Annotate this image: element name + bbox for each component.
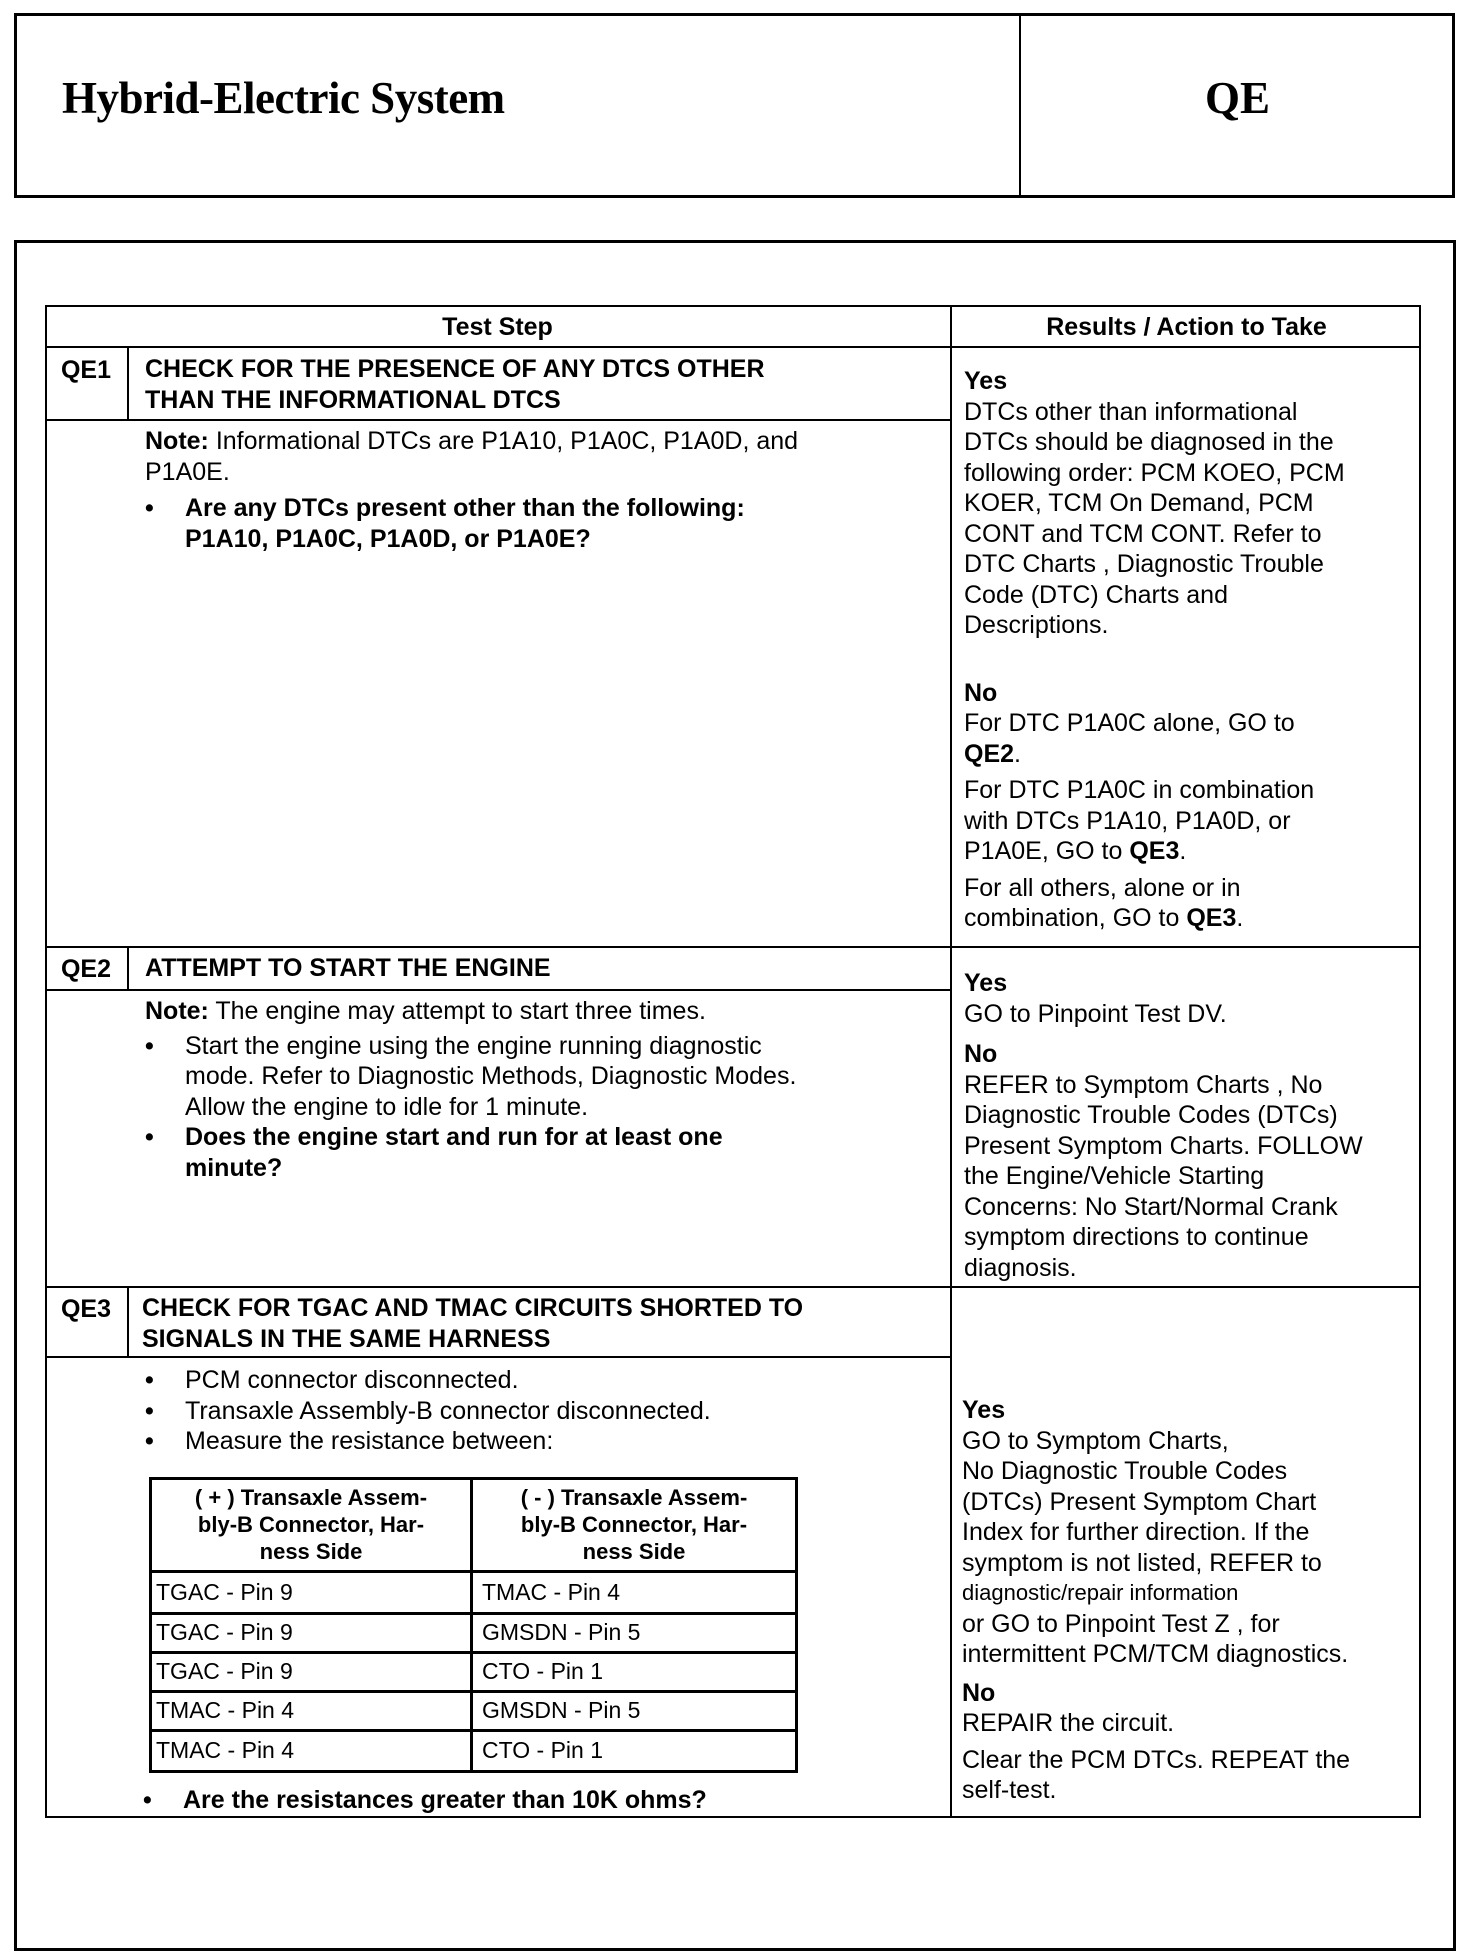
step-title-line: CHECK FOR TGAC AND TMAC CIRCUITS SHORTED TO [142, 1294, 804, 1322]
step-title-divider [45, 989, 951, 991]
result-line: Clear the PCM DTCs. REPEAT the [962, 1745, 1351, 1774]
step-title-line: CHECK FOR THE PRESENCE OF ANY DTCS OTHER [145, 355, 765, 383]
step-title-line: SIGNALS IN THE SAME HARNESS [142, 1324, 551, 1353]
result-line: No Diagnostic Trouble Codes [962, 1457, 1288, 1485]
result-line: Diagnostic Trouble Codes (DTCs) [964, 1101, 1338, 1129]
result-line: Index for further direction. If the [962, 1518, 1310, 1546]
question-qe3: • Are the resistances greater than 10K ohms? [143, 1785, 943, 1816]
result-text: combination, GO to [964, 904, 1187, 932]
result-line: symptom directions to continue [964, 1223, 1309, 1251]
goto-qe3-link[interactable]: QE3 [1186, 904, 1237, 932]
column-divider [950, 305, 952, 1818]
result-line: symptom is not listed, REFER to [962, 1548, 1322, 1577]
step-title-qe1 [145, 354, 765, 415]
header-line: ness Side [582, 1539, 686, 1564]
result-line: For all others, alone or in [964, 873, 1241, 902]
results-qe2 [964, 968, 1416, 1283]
step-body-qe1 [145, 426, 935, 554]
result-line: P1A0E, GO to QE3. [964, 837, 1187, 865]
goto-qe3-link[interactable]: QE3 [1129, 837, 1180, 865]
subtable-cell: TGAC - Pin 9 [156, 1619, 293, 1645]
subtable-header-divider [149, 1570, 798, 1573]
note-label: Note: [145, 427, 209, 455]
result-line: For DTC P1A0C alone, GO to [964, 709, 1295, 737]
subtable-cell: TMAC - Pin 4 [482, 1579, 621, 1605]
note-text: Informational DTCs are P1A10, P1A0C, P1A0D, and [208, 427, 799, 455]
header-line: ( - ) Transaxle Assem- [520, 1485, 748, 1510]
header-row-divider [45, 346, 1421, 348]
yes-label: Yes [964, 367, 1008, 395]
result-line: with DTCs P1A10, P1A0D, or [964, 806, 1291, 835]
result-line: DTC Charts , Diagnostic Trouble [964, 550, 1324, 578]
result-line: DTCs should be diagnosed in the [964, 428, 1334, 456]
result-line: intermittent PCM/TCM diagnostics. [962, 1640, 1349, 1668]
instruction-line: Allow the engine to idle for 1 minute. [185, 1092, 589, 1121]
note [145, 426, 935, 457]
subtable-header-positive [152, 1484, 470, 1565]
subtable-cell: TMAC - Pin 4 [156, 1697, 295, 1723]
header-line: bly-B Connector, Har- [197, 1512, 425, 1537]
result-line: diagnostic/repair information [962, 1580, 1239, 1605]
column-header-results: Results / Action to Take [1046, 313, 1327, 341]
result-line: following order: PCM KOEO, PCM [964, 458, 1345, 487]
no-label: No [964, 1040, 998, 1068]
no-label: No [962, 1678, 996, 1707]
result-line: GO to Symptom Charts, [962, 1426, 1229, 1455]
question-line: • Are any DTCs present other than the following: [185, 494, 745, 522]
result-text: P1A0E, GO to [964, 837, 1130, 865]
result-line: Present Symptom Charts. FOLLOW [964, 1131, 1363, 1160]
results-qe3 [962, 1395, 1418, 1806]
step-id-qe1: QE1 [60, 356, 112, 384]
section-title: Hybrid-Electric System [62, 73, 505, 123]
result-line: CONT and TCM CONT. Refer to [964, 519, 1322, 548]
row-divider [45, 946, 1421, 948]
subtable-row-divider [149, 1729, 798, 1732]
result-line: or GO to Pinpoint Test Z , for [962, 1609, 1280, 1638]
instruction-line: mode. Refer to Diagnostic Methods, Diagnostic Modes. [185, 1062, 797, 1090]
step-title-divider [45, 1356, 951, 1358]
note-text: The engine may attempt to start three times. [208, 997, 706, 1025]
note-label: Note: [145, 997, 209, 1025]
yes-label: Yes [962, 1396, 1006, 1424]
subtable-cell: TGAC - Pin 9 [156, 1658, 293, 1684]
header-line: ( + ) Transaxle Assem- [194, 1485, 428, 1510]
yes-label: Yes [964, 969, 1008, 997]
step-id-divider [127, 1287, 129, 1357]
result-line: Descriptions. [964, 611, 1109, 639]
result-line: diagnosis. [964, 1253, 1077, 1282]
subtable-header-negative [473, 1484, 795, 1565]
subtable-cell: CTO - Pin 1 [482, 1658, 603, 1684]
row-divider [45, 1286, 1421, 1288]
result-line: DTCs other than informational [964, 397, 1298, 426]
goto-qe2-link[interactable]: QE2 [964, 739, 1015, 768]
column-header-test-step: Test Step [442, 313, 553, 341]
goto-pinpoint-dv-link[interactable]: GO to Pinpoint Test DV. [964, 999, 1227, 1028]
result-line: QE2. [964, 739, 1021, 768]
instruction-bullet: • Transaxle Assembly-B connector disconnected. [145, 1396, 945, 1427]
step-title-divider [45, 419, 951, 421]
subtable-cell: TGAC - Pin 9 [156, 1579, 293, 1605]
note [145, 996, 945, 1027]
result-line: KOER, TCM On Demand, PCM [964, 489, 1314, 517]
question-qe1 [145, 493, 935, 554]
question-line: • Does the engine start and run for at least one [185, 1123, 723, 1151]
result-line: For DTC P1A0C in combination [964, 776, 1315, 804]
question-line: P1A10, P1A0C, P1A0D, or P1A0E? [185, 524, 591, 553]
no-label: No [964, 678, 998, 707]
subtable-row-divider [149, 1612, 798, 1615]
header-line: ness Side [259, 1539, 363, 1564]
instruction-line: • Start the engine using the engine running diagnostic [185, 1031, 762, 1060]
step-title-line: THAN THE INFORMATIONAL DTCS [145, 385, 561, 414]
question-line: minute? [185, 1153, 283, 1182]
step-id-qe3: QE3 [60, 1295, 112, 1323]
instruction-bullet: • PCM connector disconnected. [145, 1365, 945, 1396]
result-line: self-test. [962, 1776, 1057, 1804]
step-title-qe2: ATTEMPT TO START THE ENGINE [145, 954, 551, 982]
result-line: combination, GO to QE3. [964, 904, 1244, 932]
question-qe2 [145, 1122, 945, 1183]
result-line: (DTCs) Present Symptom Chart [962, 1487, 1317, 1516]
subtable-row-divider [149, 1690, 798, 1693]
subtable-cell: GMSDN - Pin 5 [482, 1697, 641, 1723]
step-id-qe2: QE2 [60, 955, 112, 983]
note-cont: P1A0E. [145, 457, 230, 486]
results-qe1 [964, 366, 1414, 934]
subtable-cell: TMAC - Pin 4 [156, 1737, 295, 1763]
result-line: REFER to Symptom Charts , No [964, 1070, 1323, 1099]
subtable-row-divider [149, 1651, 798, 1654]
step-id-divider [127, 347, 129, 420]
result-line: Concerns: No Start/Normal Crank [964, 1192, 1338, 1221]
header-line: bly-B Connector, Har- [520, 1512, 748, 1537]
step-body-qe3 [145, 1365, 945, 1457]
step-body-qe2 [145, 996, 945, 1183]
subtable-cell: GMSDN - Pin 5 [482, 1619, 641, 1645]
result-line: Code (DTC) Charts and [964, 580, 1228, 609]
step-id-divider [127, 947, 129, 990]
section-code: QE [1204, 73, 1271, 123]
subtable-cell: CTO - Pin 1 [482, 1737, 603, 1763]
instruction-bullet: • Measure the resistance between: [145, 1426, 945, 1457]
step-title-qe3 [142, 1293, 803, 1354]
result-line: REPAIR the circuit. [962, 1709, 1175, 1737]
instruction-bullet [145, 1031, 945, 1123]
result-line: the Engine/Vehicle Starting [964, 1162, 1265, 1190]
